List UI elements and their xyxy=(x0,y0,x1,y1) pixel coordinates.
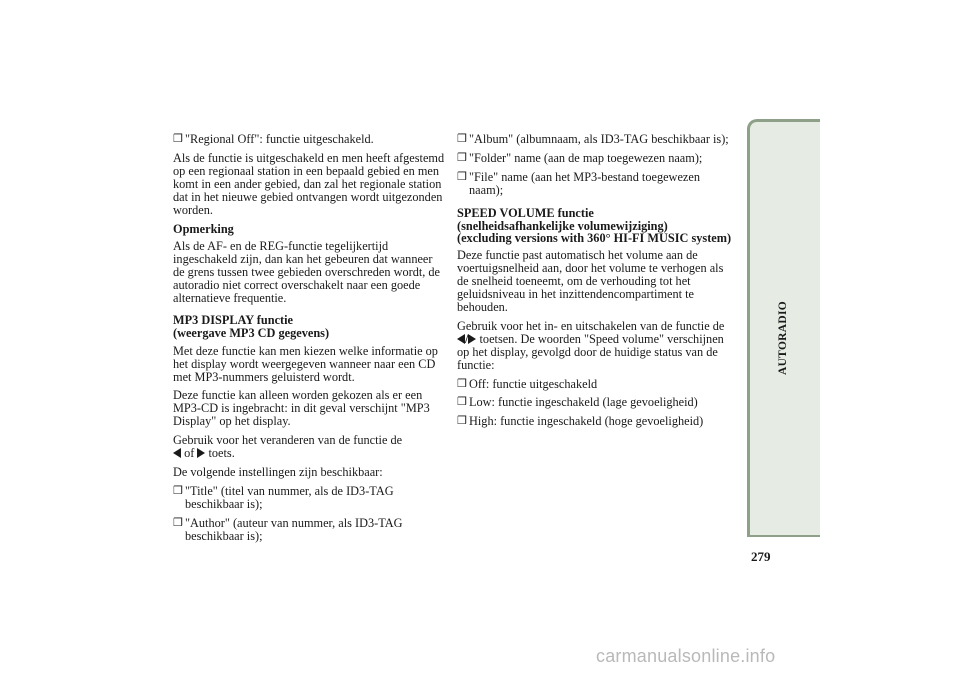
list-item xyxy=(457,171,733,197)
text: Gebruik voor het veranderen van de functie de xyxy=(173,433,403,448)
low-item: Low: functie ingeschakeld (lage gevoeligheid) xyxy=(469,395,698,410)
paragraph: Als de functie is uitgeschakeld en men heeft afgestemd op een regionaal station in een bepaald gebied en men komt in een ander gebied, dan zal het regionale station dat in het nieuwe gebied ontvangen wordt uitgezonden worden. xyxy=(173,150,445,217)
author-item: "Author" (auteur van nummer, als ID3-TAG beschikbaar is); xyxy=(185,515,403,543)
arrow-right-icon xyxy=(468,334,476,344)
checkbox-bullet-icon: ❒ xyxy=(457,133,467,145)
section-tab-label xyxy=(773,300,793,376)
checkbox-bullet-icon: ❒ xyxy=(173,133,183,145)
list-item xyxy=(173,485,445,511)
section-tab-text: AUTORADIO xyxy=(777,300,789,376)
page-number: 279 xyxy=(751,549,771,564)
file-item: "File" name (aan het MP3-bestand toegewezen naam); xyxy=(469,169,700,197)
paragraph: Als de AF- en de REG-functie tegelijkertijd ingeschakeld zijn, dan kan het gebeuren dat wanneer de grens tussen twee gebieden overschreden wordt, de autoradio niet correct overschakelt naar een goede alternatieve frequentie. xyxy=(173,239,441,305)
list-item xyxy=(457,133,733,146)
list-item xyxy=(173,517,445,543)
watermark: carmanualsonline.info xyxy=(596,646,776,666)
mp3-display-heading xyxy=(173,314,445,340)
checkbox-bullet-icon: ❒ xyxy=(457,170,467,183)
album-item: "Album" (albumnaam, als ID3-TAG beschikbaar is); xyxy=(469,132,729,146)
heading-line: (weergave MP3 CD gegevens) xyxy=(173,325,330,340)
heading-line: (excluding versions with 360° HI-FI MUSIC system) xyxy=(457,231,732,246)
right-column xyxy=(457,133,733,434)
arrow-right-icon xyxy=(197,448,205,458)
off-item: Off: functie uitgeschakeld xyxy=(469,376,598,391)
heading-line: SPEED VOLUME functie xyxy=(457,205,594,220)
list-item xyxy=(457,415,733,428)
regional-off-item: "Regional Off": functie uitgeschakeld. xyxy=(185,132,374,146)
checkbox-bullet-icon: ❒ xyxy=(457,396,467,409)
speed-volume-heading xyxy=(457,207,733,246)
checkbox-bullet-icon: ❒ xyxy=(173,516,183,529)
heading-line: MP3 DISPLAY functie xyxy=(173,312,294,327)
list-item xyxy=(457,378,733,391)
text: of xyxy=(184,446,195,461)
left-column xyxy=(173,133,445,548)
text: toets. xyxy=(208,446,235,461)
paragraph: Deze functie kan alleen worden gekozen als er een MP3-CD is ingebracht: in dit geval verschijnt "MP3 Display" op het display. xyxy=(173,388,430,429)
arrow-left-icon xyxy=(457,334,465,344)
checkbox-bullet-icon: ❒ xyxy=(457,151,467,164)
list-item xyxy=(173,133,445,146)
title-item: "Title" (titel van nummer, als de ID3-TAG beschikbaar is); xyxy=(185,483,394,511)
slash: / xyxy=(465,331,469,346)
checkbox-bullet-icon: ❒ xyxy=(457,415,467,428)
checkbox-bullet-icon: ❒ xyxy=(173,484,183,497)
high-item: High: functie ingeschakeld (hoge gevoeligheid) xyxy=(469,414,704,429)
list-item xyxy=(457,152,733,165)
text: Gebruik voor het in- en uitschakelen van de functie de xyxy=(457,318,725,333)
paragraph: De volgende instellingen zijn beschikbaar: xyxy=(173,464,383,479)
list-item xyxy=(457,396,733,409)
folder-item: "Folder" name (aan de map toegewezen naam); xyxy=(469,150,703,165)
checkbox-bullet-icon: ❒ xyxy=(457,377,467,390)
paragraph: Met deze functie kan men kiezen welke informatie op het display wordt weergegeven wanneer naar een CD met MP3-nummers geluisterd wordt. xyxy=(173,343,438,384)
paragraph-with-buttons xyxy=(173,434,445,460)
paragraph-with-buttons xyxy=(457,320,733,372)
note-heading: Opmerking xyxy=(173,222,234,237)
heading-line: (snelheidsafhankelijke volumewijziging) xyxy=(457,218,668,233)
text: toetsen. De woorden "Speed volume" verschijnen op het display, gevolgd door de huidige status van de functie: xyxy=(457,331,724,372)
arrow-left-icon xyxy=(173,448,181,458)
paragraph: Deze functie past automatisch het volume aan de voertuigsnelheid aan, door het volume te verhogen als de snelheid toeneemt, om de verhouding tot het geluidsniveau in het inzittendencompartiment te behouden. xyxy=(457,248,724,314)
